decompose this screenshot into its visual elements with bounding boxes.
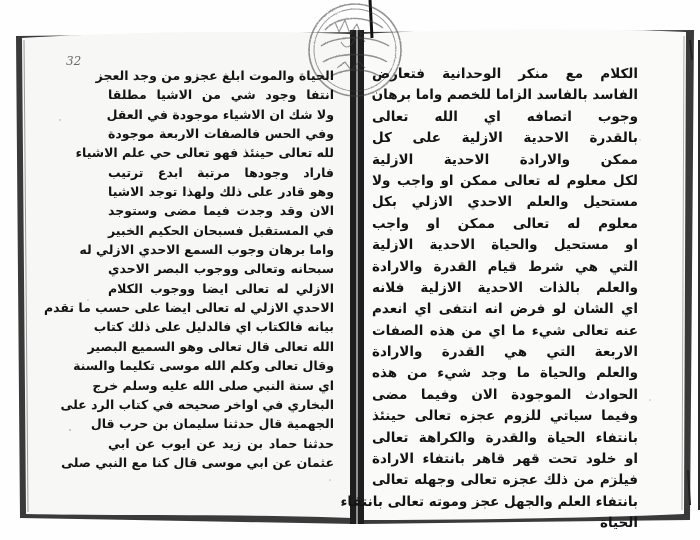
manuscript-line: لله تعالى حينئذ فهو تعالى حي علم الاشياء <box>75 145 334 161</box>
manuscript-line: الله تعالى قال تعالى وهو السميع البصير <box>87 338 334 354</box>
manuscript-line: بانتفاء العلم والجهل عجز وموته تعالى بانتفاء <box>340 493 638 510</box>
manuscript-line: البخاري في اواخر صحيحه في كتاب الرد على <box>60 396 334 412</box>
manuscript-line: عنه تعالى شيء ما اي من هذه الصفات <box>372 322 638 339</box>
manuscript-line: مستحيل والعلم الاحدي الازلي بكل <box>372 194 638 211</box>
right-page-text <box>340 64 638 535</box>
manuscript-line: في المستقبل فسبحان الحكيم الخبير <box>108 222 334 238</box>
manuscript-line: واما برهان وجوب السمع الاحدي الازلي له <box>79 242 334 258</box>
manuscript-line: والعلم بالذات الاحدية الازلية فلانه <box>372 279 638 296</box>
manuscript-line: بيانه فالكتاب اي فالدليل على ذلك كتاب <box>93 319 334 335</box>
manuscript-line: او خلود تحت قهر قاهر بانتفاء الارادة <box>372 451 638 468</box>
left-page-text <box>43 66 334 472</box>
manuscript-line: التي هي شرط قيام القدرة والارادة <box>372 258 638 275</box>
manuscript-line: وفيما سياتي للزوم عجزه تعالى حينئذ <box>372 408 638 425</box>
manuscript-line: معلوم له تعالى ممكن او واجب <box>372 215 638 232</box>
manuscript-line: فاراد وجودها مرتبة ابدع ترتيب <box>108 164 334 180</box>
manuscript-line: الان وقد وجدت فيما مضى وستوجد <box>108 203 334 219</box>
manuscript-line: عثمان عن ابي موسى قال كنا مع النبي صلى <box>61 454 334 470</box>
manuscript-line: الحوادث الموجودة الان وفيما مضى <box>372 386 638 403</box>
manuscript-line: والعلم والحياة ما وجد شيء من هذه <box>372 365 638 382</box>
manuscript-line: بانتفاء الحياة والقدرة والكراهة تعالى <box>372 429 638 446</box>
manuscript-line: سبحانه وتعالى ووجوب البصر الاحدي <box>108 261 334 277</box>
manuscript-line: وجوب اتصافه اي الله تعالى <box>372 108 638 125</box>
manuscript-line: الازلي له تعالى ايضا ووجوب الكلام <box>108 280 334 296</box>
manuscript-line: الاربعة التي هي القدرة والارادة <box>372 344 638 361</box>
manuscript-line: الحياة <box>600 515 638 532</box>
manuscript-line: الحياة والموت ابلغ عجزو من وجد العجز <box>95 68 334 83</box>
manuscript-line: لكل معلوم له تعالى ممكن او واجب ولا <box>372 172 638 189</box>
manuscript-line: فيلزم من ذلك عجزه تعالى وجهله تعالى <box>372 472 638 489</box>
manuscript-line: ممكن والارادة الاحدية الازلية <box>372 151 638 168</box>
manuscript-line: اي سنة النبي صلى الله عليه وسلم خرج <box>92 377 334 393</box>
manuscript-line: الكلام مع منكر الوحدانية فتعارض <box>372 66 638 82</box>
manuscript-line: بالقدرة الاحدية الازلية على كل <box>372 130 638 147</box>
manuscript-line: انتفا وجود شي من الاشيا مطلقا <box>108 87 334 103</box>
manuscript-line: حدثنا حماد بن زيد عن ايوب عن ابي <box>108 435 334 451</box>
manuscript-line: وهو قادر على ذلك ولهذا توجد الاشيا <box>108 184 334 200</box>
page-number: 32 <box>66 54 82 68</box>
manuscript-line: وقال تعالى وكلم الله موسى تكليما والسنة <box>73 358 334 374</box>
manuscript-line: اي الشان لو فرض انه انتفى اي انعدم <box>372 301 638 318</box>
manuscript-line: الاحدي الازلي له تعالى ايضا على حسب ما تقدم <box>43 300 334 316</box>
manuscript-line: وفي الحس فالصفات الاربعة موجودة <box>108 126 334 142</box>
manuscript-line: الفاسد بالفاسد الزاما للخصم واما برهان <box>371 87 638 104</box>
manuscript-line: او مستحيل والحياة الاحدية الازلية <box>372 237 638 254</box>
manuscript-line: ولا شك ان الاشياء موجودة في العقل <box>106 106 334 122</box>
manuscript-line: الجهمية قال حدثنا سليمان بن حرب قال <box>90 416 334 432</box>
